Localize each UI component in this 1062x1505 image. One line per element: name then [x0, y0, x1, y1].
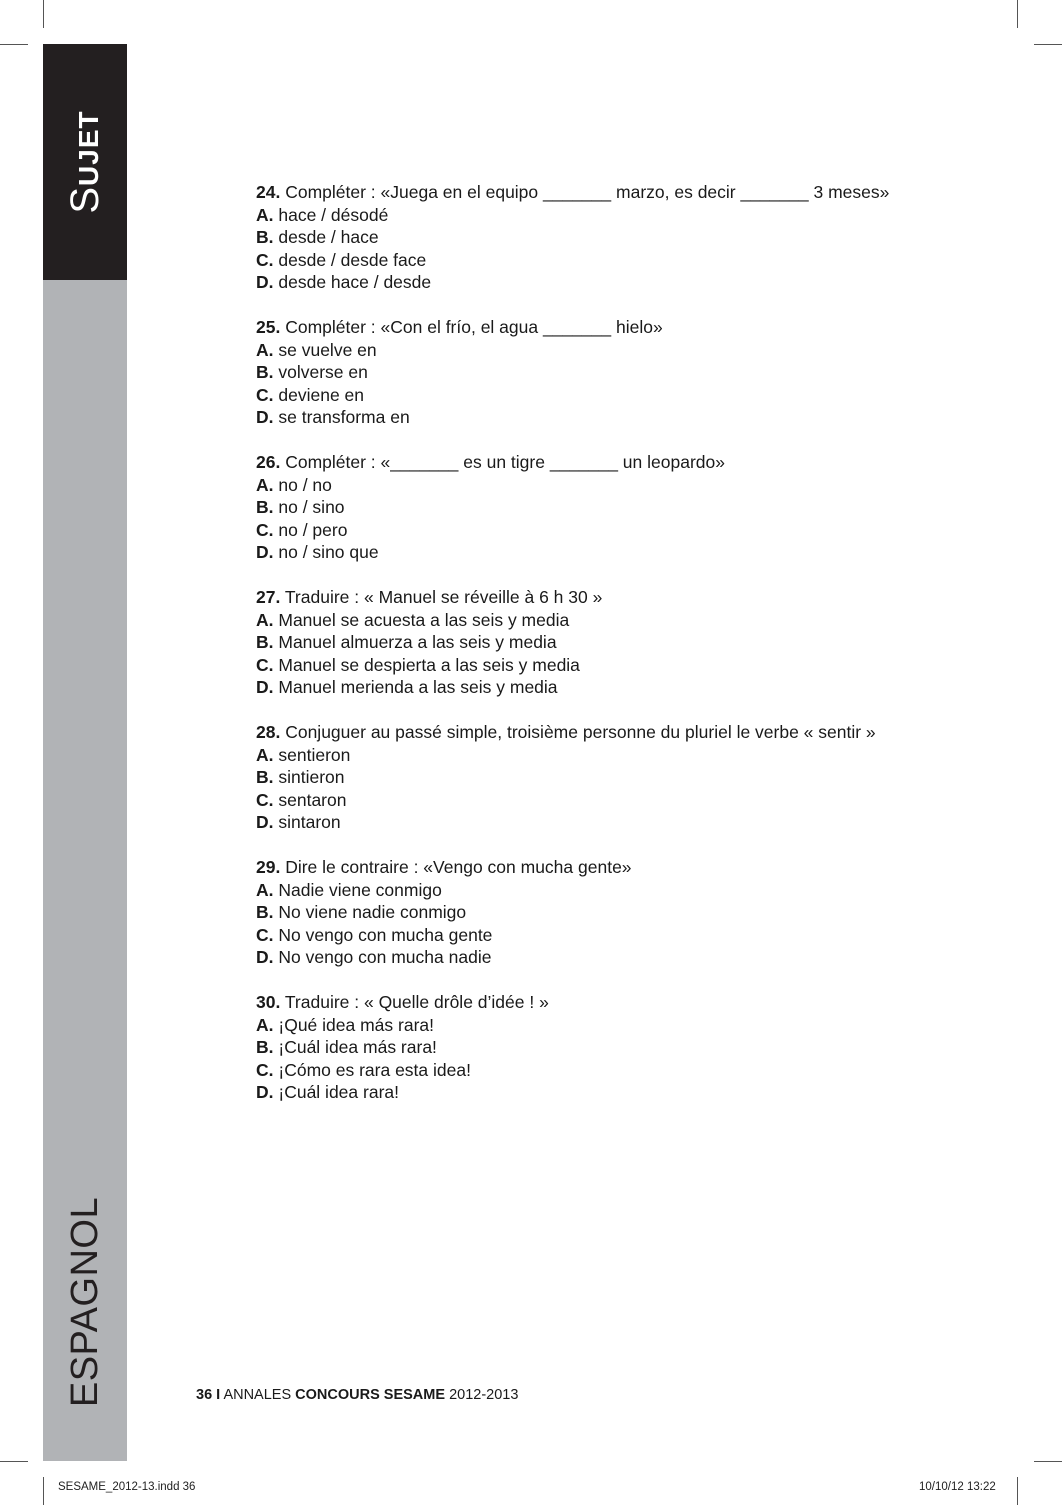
- option-d: D. desde hace / desde: [256, 272, 432, 292]
- question-prompt: 27. Traduire : « Manuel se réveille à 6 h 30 »: [256, 587, 603, 607]
- option-b: B. desde / hace: [256, 227, 379, 247]
- option-d: D. se transforma en: [256, 407, 410, 427]
- crop-mark: [0, 1461, 28, 1462]
- option-c: C. desde / desde face: [256, 249, 427, 270]
- subject-label: ESPAGNOL: [64, 1196, 106, 1408]
- question-26: [256, 451, 976, 564]
- crop-mark: [43, 1477, 44, 1505]
- option-c: C. Manuel se despierta a las seis y media: [256, 654, 580, 675]
- option-a: A. se vuelve en: [256, 339, 377, 360]
- question-25: [256, 316, 976, 429]
- option-c: C. sentaron: [256, 789, 347, 810]
- footer-year: 2012-2013: [449, 1387, 519, 1403]
- question-prompt: 24. Compléter : «Juega en el equipo _______ marzo, es decir _______ 3 meses»: [256, 182, 890, 202]
- crop-mark: [1034, 44, 1062, 45]
- question-prompt: 28. Conjuguer au passé simple, troisième personne du pluriel le verbe « sentir »: [256, 722, 876, 742]
- option-a: A. Manuel se acuesta a las seis y media: [256, 609, 570, 630]
- question-24: [256, 181, 976, 294]
- option-b: B. Manuel almuerza a las seis y media: [256, 632, 557, 652]
- crop-mark: [1017, 0, 1018, 28]
- option-d: D. No vengo con mucha nadie: [256, 947, 492, 967]
- question-27: [256, 586, 976, 699]
- footer-concours: CONCOURS SESAME: [295, 1387, 446, 1403]
- page-footer: [196, 1387, 518, 1403]
- question-30: [256, 991, 976, 1104]
- option-c: C. no / pero: [256, 519, 348, 540]
- slug-filename: SESAME_2012-13.indd 36: [58, 1481, 196, 1493]
- option-b: B. No viene nadie conmigo: [256, 902, 467, 922]
- page-number: 36: [196, 1387, 213, 1403]
- option-c: C. deviene en: [256, 384, 365, 405]
- option-c: C. No vengo con mucha gente: [256, 924, 493, 945]
- crop-mark: [1017, 1477, 1018, 1505]
- question-29: [256, 856, 976, 969]
- option-d: D. Manuel merienda a las seis y media: [256, 677, 558, 697]
- option-b: B. no / sino: [256, 497, 345, 517]
- question-28: [256, 721, 976, 834]
- option-b: B. ¡Cuál idea más rara!: [256, 1037, 437, 1057]
- section-label: SUJET: [63, 110, 107, 214]
- crop-mark: [1034, 1461, 1062, 1462]
- option-d: D. ¡Cuál idea rara!: [256, 1082, 399, 1102]
- question-prompt: 26. Compléter : «_______ es un tigre _______ un leopardo»: [256, 452, 725, 472]
- footer-annales: ANNALES: [223, 1387, 292, 1403]
- question-prompt: 25. Compléter : «Con el frío, el agua _______ hielo»: [256, 317, 663, 337]
- option-a: A. ¡Qué idea más rara!: [256, 1014, 434, 1035]
- option-a: A. no / no: [256, 474, 332, 495]
- question-prompt: 29. Dire le contraire : «Vengo con mucha gente»: [256, 857, 632, 877]
- option-c: C. ¡Cómo es rara esta idea!: [256, 1059, 471, 1080]
- option-a: A. sentieron: [256, 744, 351, 765]
- option-b: B. sintieron: [256, 767, 345, 787]
- option-d: D. sintaron: [256, 812, 341, 832]
- question-prompt: 30. Traduire : « Quelle drôle d’idée ! »: [256, 992, 549, 1012]
- slug-datetime: 10/10/12 13:22: [919, 1481, 996, 1493]
- crop-mark: [0, 44, 28, 45]
- option-d: D. no / sino que: [256, 542, 379, 562]
- footer-separator: I: [216, 1387, 221, 1403]
- option-b: B. volverse en: [256, 362, 368, 382]
- crop-mark: [43, 0, 44, 28]
- option-a: A. Nadie viene conmigo: [256, 879, 442, 900]
- option-a: A. hace / désodé: [256, 204, 389, 225]
- question-list: [256, 181, 976, 1126]
